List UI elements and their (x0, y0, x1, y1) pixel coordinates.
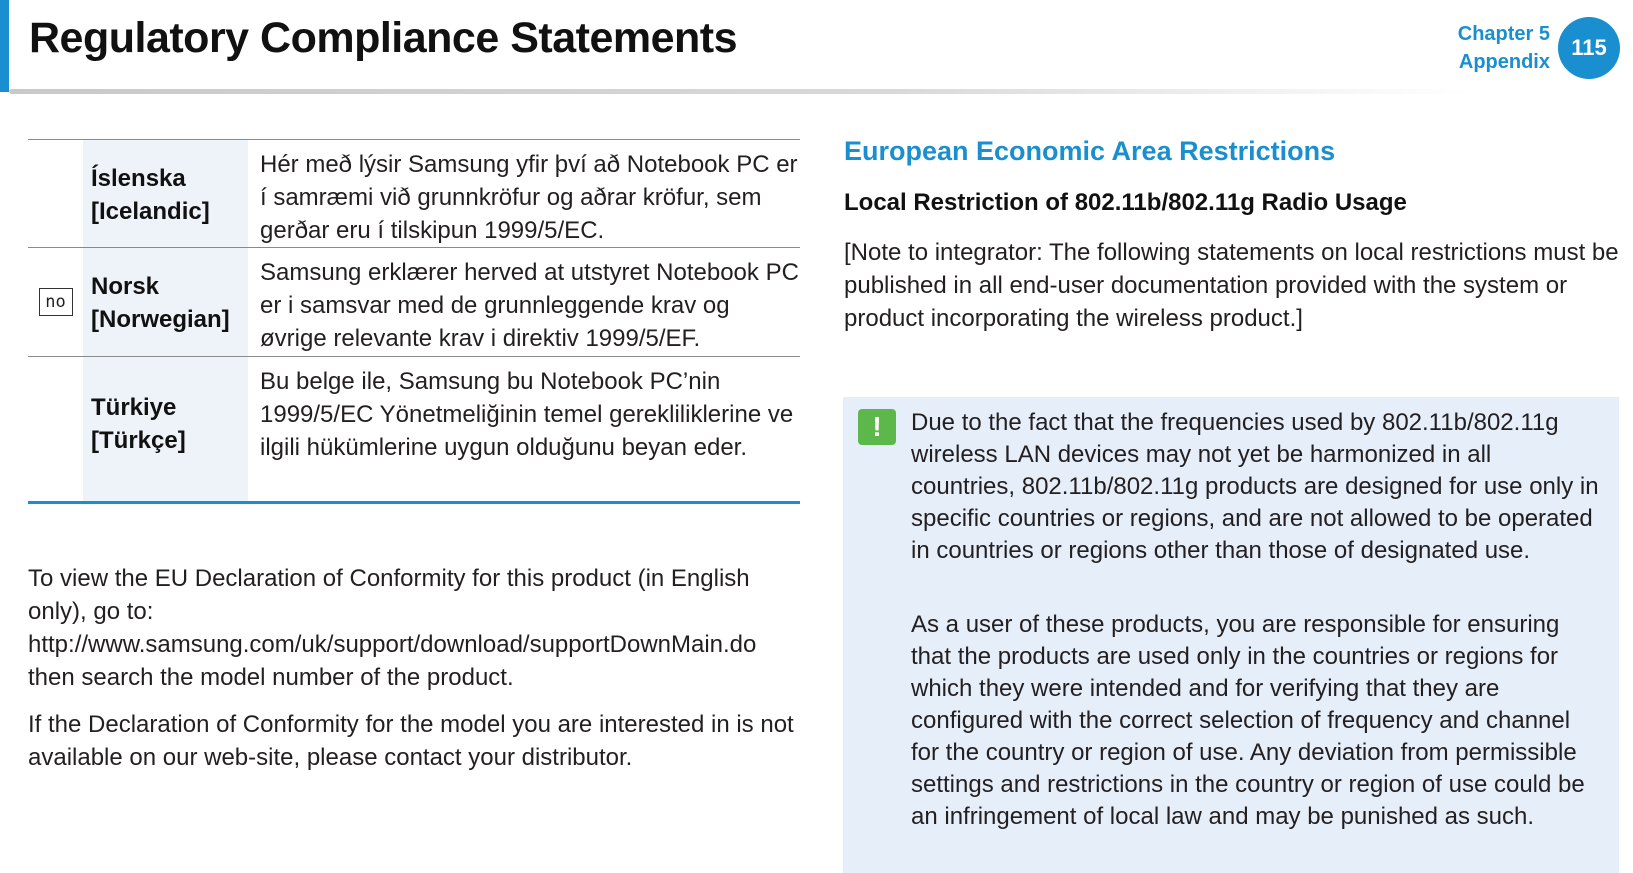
table-row (28, 357, 800, 504)
distributor-paragraph: If the Declaration of Conformity for the model you are interested in is not available on our web-site, please contact your distributor. (28, 711, 794, 771)
chapter-number: Chapter 5 (1457, 23, 1550, 45)
caution-text-1: Due to the fact that the frequencies used by 802.11b/802.11g wireless LAN devices may not yet be harmonized in all countries, 802.11b/802.11g products are designed for use only in specific countries or regions, and are not allowed to be operated in countries or regions other than those of designated use. (911, 409, 1599, 564)
caution-text-2: As a user of these products, you are responsible for ensuring that the products are used only in the countries or regions for which they were intended and for verifying that they are configured with the correct selection of frequency and channel for the country or region of use. Any deviation from permissible settings and restrictions in the country or region of use could be an infringement of local law and may be punished as such. (911, 611, 1585, 830)
declaration-text: Samsung erklærer herved at utstyret Notebook PC er i samsvar med de grunnleggende krav og øvrige relevante krav i direktiv 1999/5/EF. (260, 259, 799, 352)
flag-cell (28, 140, 83, 247)
warning-icon: ! (858, 409, 896, 445)
declaration-text: Hér með lýsir Samsung yfir því að Notebook PC er í samræmi við grunnkröfur og aðrar kröfur, sem gerðar eru í tilskipun 1999/5/EC. (260, 151, 798, 244)
language-name: Norsk [Norwegian] (83, 248, 248, 356)
chapter-section: Appendix (1458, 51, 1550, 73)
header-accent-bar (0, 0, 9, 92)
declaration-text: Bu belge ile, Samsung bu Notebook PC’nin 1999/5/EC Yönetmeliğinin temel gerekliliklerine ve ilgili hükümlerine uygun olduğunu beyan eder. (260, 368, 794, 461)
integrator-note: [Note to integrator: The following statements on local restrictions must be published in all end-user documentation provided with the system or product incorporating the wireless product.] (844, 239, 1619, 332)
chapter-label (1458, 20, 1550, 76)
flag-cell (28, 248, 83, 356)
caution-box (843, 397, 1619, 873)
flag-cell (28, 357, 83, 501)
table-row (28, 140, 800, 248)
header-divider (9, 89, 1469, 94)
subsection-heading: Local Restriction of 802.11b/802.11g Radio Usage (844, 189, 1407, 216)
norway-flag-icon: no (39, 288, 73, 316)
page-number-badge: 115 (1558, 17, 1620, 79)
page-title: Regulatory Compliance Statements (29, 14, 738, 62)
section-heading: European Economic Area Restrictions (844, 136, 1336, 166)
declaration-table (28, 139, 800, 504)
doc-link-paragraph: To view the EU Declaration of Conformity for this product (in English only), go to: http://www.samsung.com/uk/support/download/supportDownMain.do then search the model number of the product. (28, 565, 757, 691)
language-name: Íslenska [Icelandic] (83, 140, 248, 247)
table-row (28, 248, 800, 357)
language-name: Türkiye [Türkçe] (83, 357, 248, 501)
